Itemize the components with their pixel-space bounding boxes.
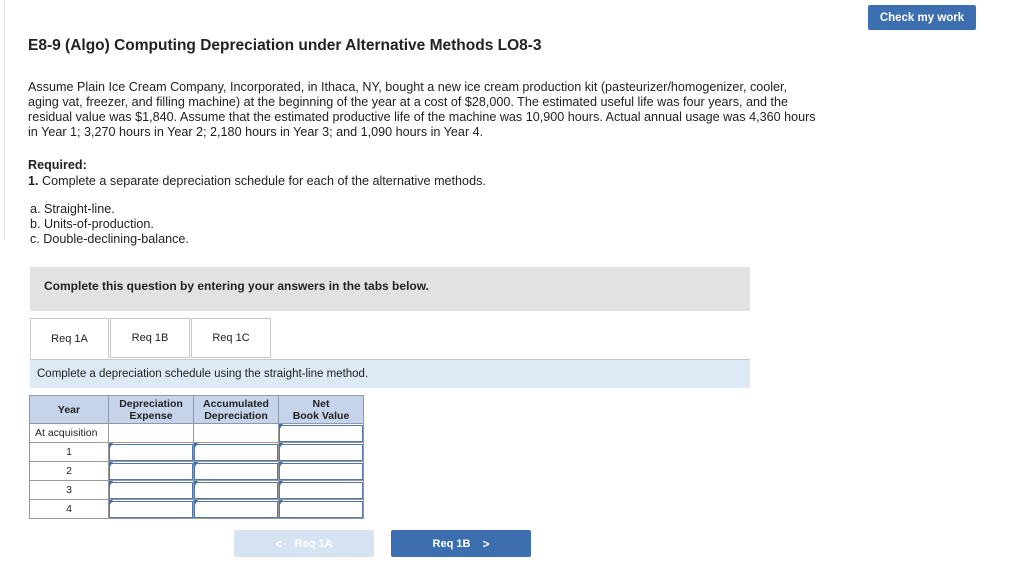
input-marker-icon	[279, 443, 283, 449]
check-my-work-button[interactable]: Check my work	[868, 5, 976, 30]
year-cell: At acquisition	[30, 424, 109, 443]
method-item: c. Double-declining-balance.	[30, 232, 189, 246]
input-marker-icon	[109, 462, 113, 468]
depreciation-expense-cell	[109, 462, 194, 481]
depreciation-expense-cell	[109, 500, 194, 519]
accumulated-depreciation-cell	[194, 500, 279, 519]
net-book-value-input[interactable]	[279, 444, 363, 461]
table-row	[30, 481, 364, 500]
input-marker-icon	[279, 500, 283, 506]
net-book-value-cell	[279, 500, 364, 519]
tab-instruction: Complete a depreciation schedule using the straight-line method.	[30, 360, 750, 388]
year-cell: 1	[30, 443, 109, 462]
table-row	[30, 500, 364, 519]
year-cell: 2	[30, 462, 109, 481]
net-book-value-input[interactable]	[279, 482, 363, 499]
table-row	[30, 462, 364, 481]
year-cell: 4	[30, 500, 109, 519]
empty-cell	[194, 424, 279, 443]
header-accumulated-depreciation: Accumulated Depreciation	[194, 396, 279, 424]
depreciation-expense-input[interactable]	[109, 501, 193, 518]
accumulated-depreciation-input[interactable]	[194, 501, 278, 518]
input-marker-icon	[109, 500, 113, 506]
accumulated-depreciation-input[interactable]	[194, 444, 278, 461]
accumulated-depreciation-input[interactable]	[194, 463, 278, 480]
input-marker-icon	[279, 481, 283, 487]
next-req-label: Req 1B	[432, 537, 471, 550]
required-text: Complete a separate depreciation schedule for each of the alternative methods.	[42, 174, 486, 188]
year-cell: 3	[30, 481, 109, 500]
previous-req-button[interactable]	[234, 530, 374, 557]
accumulated-depreciation-cell	[194, 481, 279, 500]
depreciation-expense-cell	[109, 443, 194, 462]
depreciation-expense-input[interactable]	[109, 482, 193, 499]
net-book-value-input[interactable]	[279, 501, 363, 518]
empty-cell	[109, 424, 194, 443]
net-book-value-cell	[279, 424, 364, 443]
instructions-banner: Complete this question by entering your answers in the tabs below.	[30, 267, 750, 311]
accumulated-depreciation-input[interactable]	[194, 482, 278, 499]
problem-intro: Assume Plain Ice Cream Company, Incorporated, in Ithaca, NY, bought a new ice cream production kit (pasteurizer/homogenizer, cooler, aging vat, freezer, and filling machine) at the beginning of the year at a cost of $28,000. The estimated useful life was four years, and the residual value was $1,840. Assume that the estimated productive life of the machine was 10,900 hours. Actual annual usage was 4,360 hours in Year 1; 3,270 hours in Year 2; 2,180 hours in Year 3; and 1,090 hours in Year 4.	[28, 80, 816, 139]
depreciation-expense-cell	[109, 481, 194, 500]
input-marker-icon	[194, 481, 198, 487]
table-header-row	[30, 396, 364, 424]
required-label: Required:	[28, 158, 87, 172]
method-item: b. Units-of-production.	[30, 217, 154, 231]
depreciation-schedule-table	[29, 395, 364, 519]
depreciation-expense-input[interactable]	[109, 463, 193, 480]
previous-req-label: Req 1A	[294, 537, 333, 550]
depreciation-expense-input[interactable]	[109, 444, 193, 461]
accumulated-depreciation-cell	[194, 462, 279, 481]
header-depreciation-expense: Depreciation Expense	[109, 396, 194, 424]
tab-req-1a[interactable]: Req 1A	[30, 318, 109, 359]
method-list	[30, 202, 189, 247]
net-book-value-cell	[279, 481, 364, 500]
net-book-value-cell	[279, 462, 364, 481]
table-row	[30, 424, 364, 443]
input-marker-icon	[109, 443, 113, 449]
chevron-left-icon: <	[275, 536, 283, 551]
header-net-book-value: Net Book Value	[279, 396, 364, 424]
table-row	[30, 443, 364, 462]
input-marker-icon	[194, 443, 198, 449]
header-year: Year	[30, 396, 109, 424]
left-edge-divider	[0, 0, 5, 240]
input-marker-icon	[279, 424, 283, 430]
tab-req-1c[interactable]: Req 1C	[191, 318, 271, 358]
net-book-value-input[interactable]	[279, 425, 363, 442]
tab-bar	[30, 318, 750, 360]
input-marker-icon	[194, 500, 198, 506]
required-item-1	[28, 174, 486, 188]
input-marker-icon	[194, 462, 198, 468]
tab-req-1b[interactable]: Req 1B	[110, 318, 190, 358]
problem-title: E8-9 (Algo) Computing Depreciation under Alternative Methods LO8-3	[28, 37, 542, 54]
input-marker-icon	[109, 481, 113, 487]
chevron-right-icon: >	[482, 536, 490, 551]
accumulated-depreciation-cell	[194, 443, 279, 462]
net-book-value-input[interactable]	[279, 463, 363, 480]
input-marker-icon	[279, 462, 283, 468]
net-book-value-cell	[279, 443, 364, 462]
method-item: a. Straight-line.	[30, 202, 115, 216]
required-number: 1.	[28, 174, 39, 188]
next-req-button[interactable]	[391, 530, 531, 557]
